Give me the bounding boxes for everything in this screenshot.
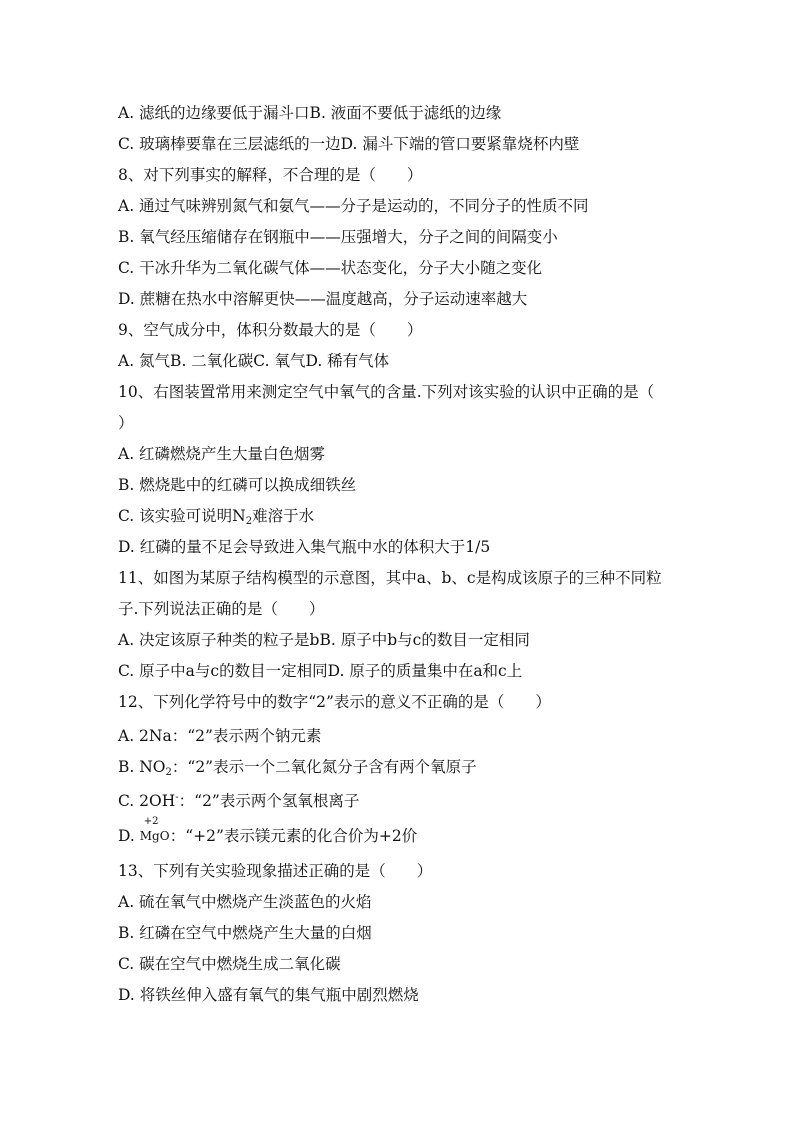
question-12: 12、下列化学符号中的数字“2”表示的意义不正确的是（ ）	[118, 693, 551, 711]
text-line: A. 滤纸的边缘要低于漏斗口B. 液面不要低于滤纸的边缘	[118, 104, 502, 122]
option-a: A. 红磷燃烧产生大量白色烟雾	[118, 445, 326, 463]
option-b: B. 燃烧匙中的红磷可以换成细铁丝	[118, 476, 357, 494]
question-11-end: 子.下列说法正确的是（ ）	[118, 600, 325, 618]
text-part: C. 该实验可说明N	[118, 507, 246, 525]
option-c	[118, 506, 754, 532]
option-b: B. 氧气经压缩储存在钢瓶中——压强增大，分子之间的间隔变小	[118, 228, 558, 246]
options-line: A. 氮气B. 二氧化碳C. 氧气D. 稀有气体	[118, 352, 390, 370]
option-a: A. 硫在氧气中燃烧产生淡蓝色的火焰	[118, 893, 372, 911]
text-part: ：“+2”表示镁元素的化合价为+2价	[169, 827, 418, 845]
text-part: C. 2OH	[118, 792, 176, 810]
option-a: A. 通过气味辨别氮气和氨气——分子是运动的，不同分子的性质不同	[118, 197, 589, 215]
question-10-end: ）	[118, 414, 134, 432]
option-d	[118, 816, 754, 846]
text-part: 难溶于水	[252, 507, 315, 525]
option-a: A. 2Na：“2”表示两个钠元素	[118, 727, 322, 745]
formula: MgO	[139, 829, 170, 843]
subscript: 2	[165, 767, 172, 778]
option-c: C. 碳在空气中燃烧生成二氧化碳	[118, 955, 341, 973]
valence: +2	[143, 816, 159, 827]
mgo-valence-formula	[139, 816, 170, 843]
question-11: 11、如图为某原子结构模型的示意图，其中a、b、c是构成该原子的三种不同粒	[118, 569, 662, 587]
text-line: C. 玻璃棒要靠在三层滤纸的一边D. 漏斗下端的管口要紧靠烧杯内壁	[118, 135, 580, 153]
option-c	[118, 788, 754, 811]
question-8: 8、对下列事实的解释，不合理的是（ ）	[118, 166, 423, 184]
option-d: D. 红磷的量不足会导致进入集气瓶中水的体积大于1/5	[118, 538, 491, 556]
option-c: C. 干冰升华为二氧化碳气体——状态变化，分子大小随之变化	[118, 259, 543, 277]
text-part: B. NO	[118, 758, 166, 776]
subscript: 2	[245, 516, 253, 527]
option-d: D. 蔗糖在热水中溶解更快——温度越高，分子运动速率越大	[118, 290, 528, 308]
option-d: D. 将铁丝伸入盛有氧气的集气瓶中剧烈燃烧	[118, 986, 419, 1004]
text-part: ：“2”表示一个二氧化氮分子含有两个氧原子	[171, 758, 477, 776]
options-line: C. 原子中a与c的数目一定相同D. 原子的质量集中在a和c上	[118, 662, 523, 680]
question-13: 13、下列有关实验现象描述正确的是（ ）	[118, 862, 433, 880]
text-part: ：“2”表示两个氢氧根离子	[178, 792, 360, 810]
options-line: A. 决定该原子种类的粒子是bB. 原子中b与c的数目一定相同	[118, 631, 530, 649]
question-9: 9、空气成分中，体积分数最大的是（ ）	[118, 321, 423, 339]
superscript: -	[175, 792, 179, 803]
question-10: 10、右图装置常用来测定空气中氧气的含量.下列对该实验的认识中正确的是（	[118, 383, 655, 401]
option-b	[118, 757, 754, 783]
option-b: B. 红磷在空气中燃烧产生大量的白烟	[118, 924, 372, 942]
text-part: D.	[118, 827, 140, 845]
